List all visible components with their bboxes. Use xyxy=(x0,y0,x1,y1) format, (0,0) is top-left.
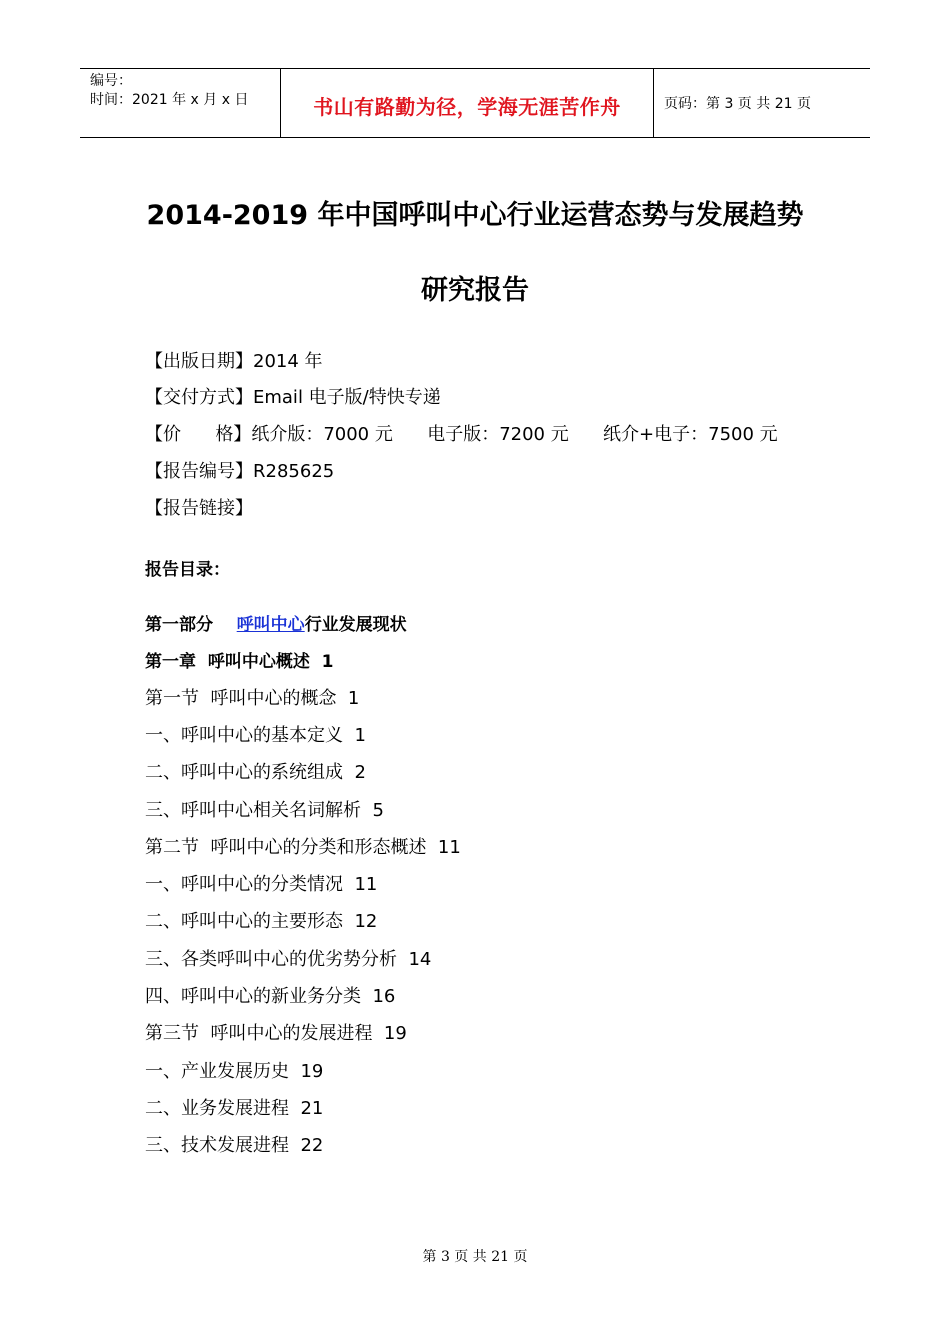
part1-link[interactable]: 呼叫中心 xyxy=(236,615,305,635)
toc-item: 一、产业发展历史 19 xyxy=(145,1061,324,1082)
motto: 书山有路勤为径，学海无涯苦作舟 xyxy=(313,95,621,119)
header-motto-cell xyxy=(281,69,654,137)
price-info: 【价 格】纸介版：7000 元 电子版：7200 元 纸介+电子：7500 元 xyxy=(145,424,778,445)
report-number: 【报告编号】R285625 xyxy=(145,461,335,482)
page-header xyxy=(80,68,870,138)
toc-item: 三、各类呼叫中心的优劣势分析 14 xyxy=(145,949,432,970)
part1-suffix: 行业发展现状 xyxy=(304,615,407,635)
delivery-method: 【交付方式】Email 电子版/特快专递 xyxy=(145,387,441,408)
report-link: 【报告链接】 xyxy=(145,498,253,519)
toc-part1 xyxy=(145,613,407,637)
time-label: 时间：2021 年 x 月 x 日 xyxy=(90,92,249,108)
toc-item: 二、业务发展进程 21 xyxy=(145,1098,324,1119)
page-info: 页码：第 3 页 共 21 页 xyxy=(664,96,811,112)
toc-item: 三、技术发展进程 22 xyxy=(145,1135,324,1156)
report-title-line1: 2014-2019 年中国呼叫中心行业运营态势与发展趋势 xyxy=(146,200,804,231)
part1-prefix: 第一部分 xyxy=(145,615,237,635)
toc-item: 第二节 呼叫中心的分类和形态概述 11 xyxy=(145,837,461,858)
toc-chapter1: 第一章 呼叫中心概述 1 xyxy=(145,652,334,672)
toc-item: 二、呼叫中心的系统组成 2 xyxy=(145,762,366,783)
publish-date: 【出版日期】2014 年 xyxy=(145,351,323,372)
toc-item: 一、呼叫中心的分类情况 11 xyxy=(145,874,378,895)
toc-item: 一、呼叫中心的基本定义 1 xyxy=(145,725,366,746)
page-footer: 第 3 页 共 21 页 xyxy=(422,1249,528,1265)
header-page-cell xyxy=(654,69,870,137)
toc-item: 第一节 呼叫中心的概念 1 xyxy=(145,688,360,709)
number-label: 编号： xyxy=(90,73,132,89)
toc-item: 第三节 呼叫中心的发展进程 19 xyxy=(145,1023,407,1044)
toc-item: 三、呼叫中心相关名词解析 5 xyxy=(145,800,384,821)
toc-heading: 报告目录： xyxy=(145,560,230,580)
report-title-line2: 研究报告 xyxy=(421,275,529,306)
toc-item: 四、呼叫中心的新业务分类 16 xyxy=(145,986,396,1007)
toc-item: 二、呼叫中心的主要形态 12 xyxy=(145,911,378,932)
header-meta-cell xyxy=(80,69,281,137)
